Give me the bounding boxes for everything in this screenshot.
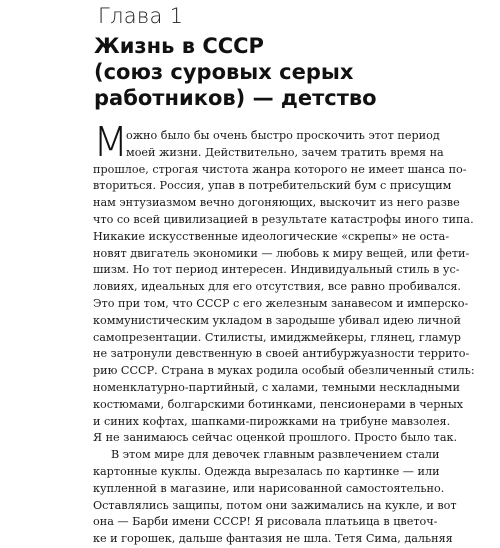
text-line: и синих кофтах, шапками-пирожками на трибуне мавзолея. [93,414,451,428]
text-line: Это при том, что СССР с его железным занавесом и имперско- [93,296,469,310]
chapter-title-line: (союз суровых серых [94,60,354,84]
text-line: нам энтузиазмом вечно догоняющих, выскочит из него разве [93,196,460,210]
text-line: Я не занимаюсь сейчас оценкой прошлого. Просто было так. [93,431,458,445]
body-text [93,128,475,548]
text-line: ожно было бы очень быстро проскочить этот период [126,129,440,142]
chapter-title-line: работников) — детство [94,86,377,110]
text-line: В этом мире для девочек главным развлечением стали [111,448,440,462]
chapter-title-line: Жизнь в СССР [94,34,264,58]
text-line: Оставлялись защипы, потом они зажимались на кукле, и вот [93,498,457,512]
text-line: ке и горошек, дальше фантазия не шла. Тетя Сима, дальняя [93,532,453,546]
text-line: ловиях, идеальных для его отсутствия, все равно пробивался. [93,280,461,294]
text-line: что со всей цивилизацией в результате катастрофы иного типа. [93,212,474,226]
text-line: она — Барби имени СССР! Я рисовала платьица в цветоч- [93,515,438,529]
text-line: прошлое, строгая чистота жанра которого не имеет шанса по- [93,162,467,176]
text-line: шизм. Но тот период интересен. Индивидуальный стиль в ус- [93,263,460,277]
text-line: моей жизни. Действительно, зачем тратить время на [126,145,444,159]
text-line: коммунистическим укладом в зародыше убивал идею личной [93,313,461,327]
text-line: костюмами, болгарскими ботинками, пенсионерами в черных [93,397,464,411]
drop-cap: М [93,118,129,166]
text-line: рию СССР. Страна в муках родила особый обезличенный стиль: [93,364,475,378]
text-line: самопрезентации. Стилисты, имиджмейкеры, глянец, гламур [93,330,461,344]
text-line: купленной в магазине, или нарисованной самостоятельно. [93,481,445,495]
text-line: Никакие искусственные идеологические «скрепы» не оста- [93,229,450,243]
chapter-title [94,33,424,111]
text-line: вториться. Россия, упав в потребительский бум с присущим [93,179,452,193]
chapter-label: Глава 1 [98,4,184,28]
text-line: новят двигатель экономики — любовь к миру вещей, или фети- [93,246,470,260]
text-line: картонные куклы. Одежда вырезалась по картинке — или [93,464,440,478]
text-line: номенклатурно-партийный, с халами, темными нескладными [93,380,460,394]
text-line: не затронули девственную в своей антибуржуазности террито- [93,347,470,361]
